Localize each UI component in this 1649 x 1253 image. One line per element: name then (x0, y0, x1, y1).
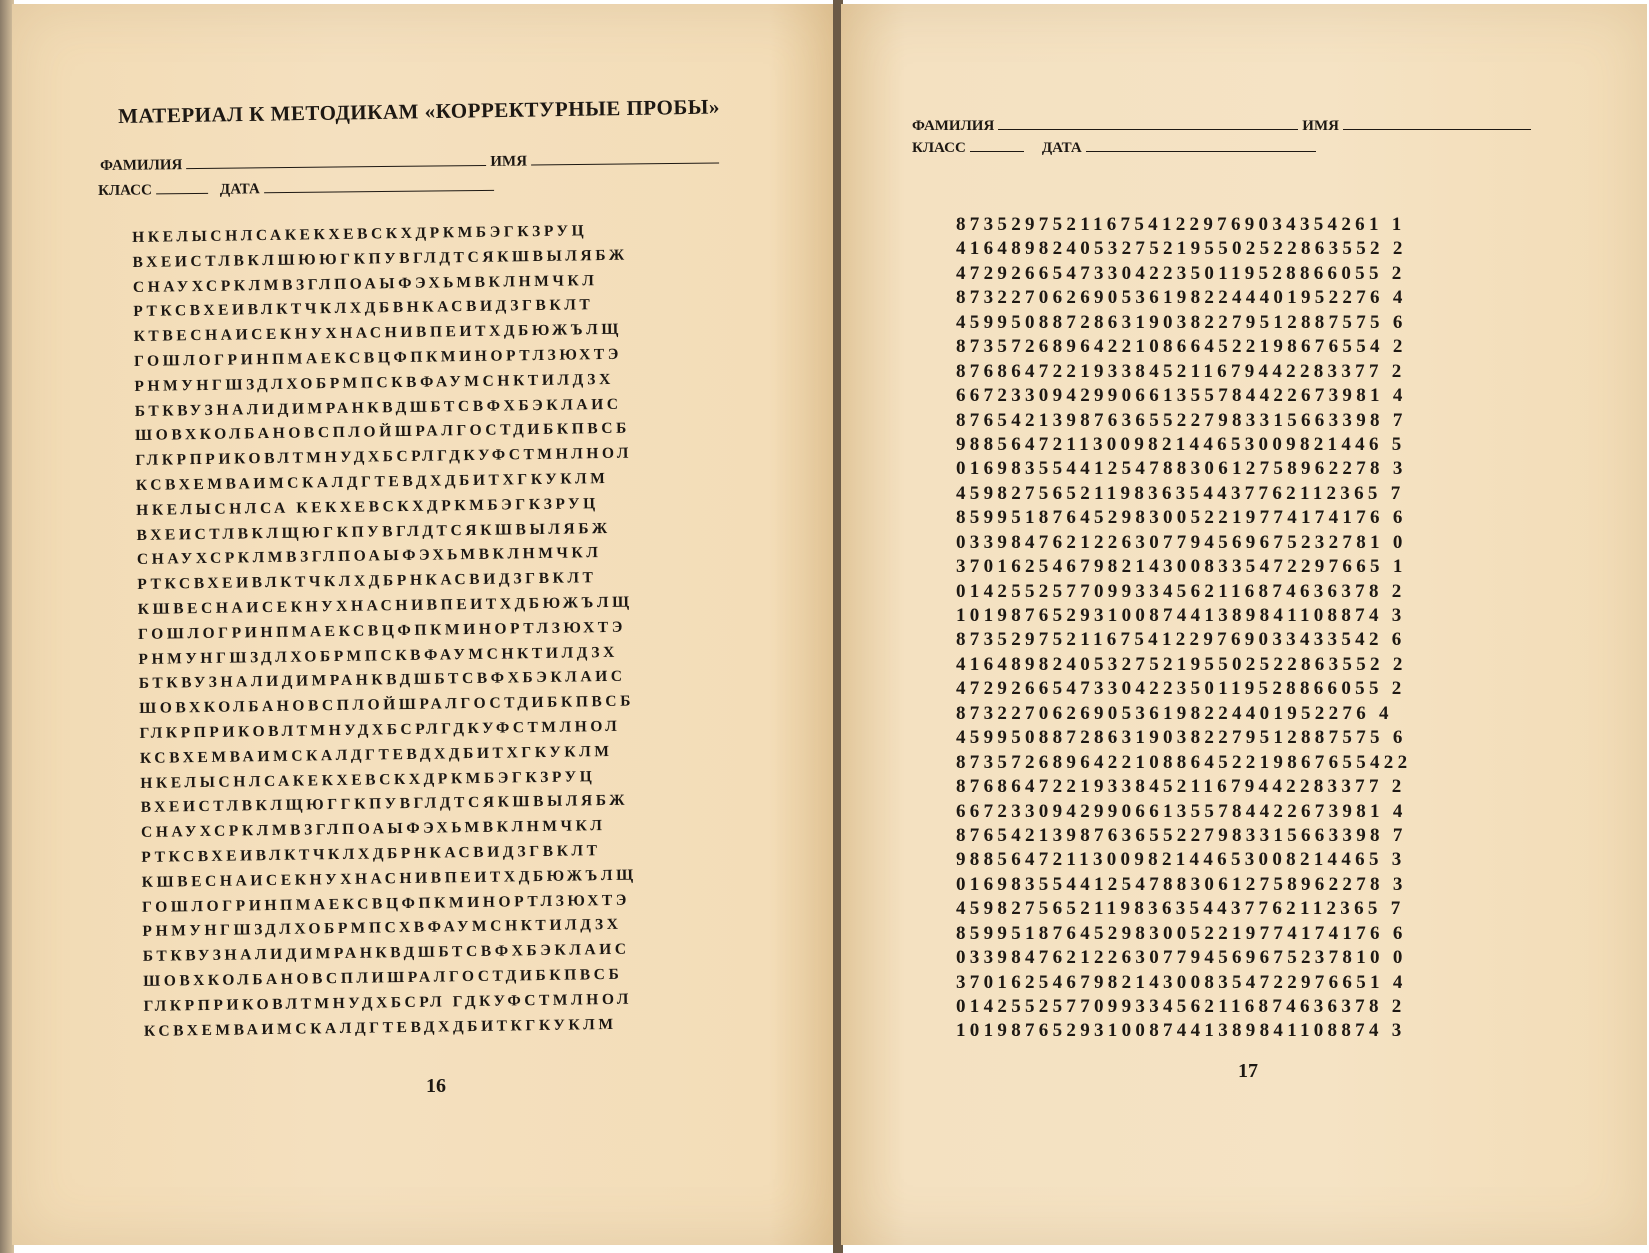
digit-row: 8765421398763655227983315663398 7 (956, 409, 1407, 431)
surname-field[interactable] (998, 128, 1298, 130)
letter-row: РНМУНГШЗДЛХОБРМПСХВФАУМСНКТИЛДЗХ (142, 916, 622, 941)
class-field[interactable] (970, 150, 1024, 152)
letter-row: БТКВУЗНАЛИДИМРАНКВДШБТСВФХБЭКЛАИС (142, 940, 630, 966)
letter-row: ГЛКРПРИКОВЛТМНУДХБСРЛГДКУФСТМЛНОЛ (139, 717, 621, 742)
digit-row: 0339847621226307794569675232781 0 (956, 531, 1407, 553)
digit-row: 8765421398763655227983315663398 7 (956, 824, 1407, 846)
digit-row: 4164898240532752195502522863552 2 (956, 238, 1407, 260)
letter-row: ВХЕИСТЛВКЛЩЮГКПУВГЛДТСЯКШВЫЛЯБЖ (136, 519, 611, 544)
surname-label: ФАМИЛИЯ (100, 157, 183, 174)
letter-row: РТКСВХЕИВЛКТЧКЛХДБВНКАСВИДЗГВКЛТ (133, 296, 594, 321)
digit-row: 8732270626905361982244401952276 4 (956, 287, 1407, 309)
letter-row: БТКВУЗНАЛИДИМРАНКВДШБТСВФХБЭКЛАИС (134, 395, 622, 420)
digit-row: 9885647211300982144653009821446 5 (956, 433, 1406, 455)
letter-row: КСВХЕМВАИМСКАЛДГТЕВДХДБИТКГКУКЛМ (143, 1015, 617, 1040)
letter-row: БТКВУЗНАЛИДИМРАНКВДШБТСВФХБЭКЛАИС (138, 668, 626, 693)
letter-row: КШВЕСНАИСЕКНУХНАСНИВПЕИТХДБЮЖЪЛЩ (137, 593, 633, 618)
digit-row: 4598275652119836354437762112365 7 (956, 482, 1405, 504)
letter-row: КСВХЕМВАИМСКАЛДГТЕВДХДБИТХГКУКЛМ (139, 742, 613, 767)
letter-row: ГЛКРПРИКОВЛТМНУДХБСРЛ ГДКУФСТМЛНОЛ (143, 990, 633, 1015)
letter-row: ГОШЛОГРИНПМАЕКСВЦФПКМИНОРТЛЗЮХТЭ (141, 891, 631, 916)
digit-row: 4599508872863190382279512887575 6 (956, 311, 1407, 333)
digit-row: 4729266547330422350119528866055 2 (956, 678, 1406, 700)
class-field[interactable] (156, 192, 208, 195)
letter-row: ГОШЛОГРИНПМАЕКСВЦФПКМИНОРТЛЗЮХТЭ (133, 345, 623, 370)
date-label: ДАТА (219, 181, 260, 198)
digit-row: 8599518764529830052219774174176 6 (956, 922, 1407, 944)
digit-row: 8735297521167541229769034354261 1 (956, 214, 1406, 235)
name-label: ИМЯ (490, 153, 528, 170)
page-number-right: 17 (1238, 1060, 1258, 1082)
digit-row: 8599518764529830052219774174176 6 (956, 507, 1407, 529)
name-field[interactable] (531, 162, 719, 166)
letter-row: НКЕЛЫСНЛСА КЕКХЕВСКХДРКМБЭГКЗРУЦ (136, 494, 599, 519)
digit-grid (956, 213, 1556, 1044)
digit-row: 4164898240532752195502522863552 2 (956, 653, 1407, 675)
letter-row: ВХЕИСТЛВКЛЩЮГГКПУВГЛДТСЯКШВЫЛЯБЖ (140, 792, 629, 817)
letter-row: РНМУНГШЗДЛХОБРМПСКВФАУМСНКТИЛДЗХ (138, 643, 618, 668)
letter-row: НКЕЛЫСНЛСАКЕКХЕВСКХДРКМБЭГКЗРУЦ (132, 222, 588, 246)
letter-row: РНМУНГШЗДЛХОБРМПСКВФАУМСНКТИЛДЗХ (134, 370, 614, 395)
digit-row: 0142552577099334562116874636378 2 (956, 580, 1406, 602)
digit-row: 3701625467982143008354722976651 4 (956, 971, 1407, 993)
digit-row: 0142552577099334562116874636378 2 (956, 996, 1406, 1017)
digit-row: 0169835544125478830612758962278 3 (956, 873, 1407, 895)
letter-grid (132, 217, 764, 1044)
digit-row: 0339847621226307794569675237810 0 (956, 947, 1407, 969)
digit-row: 873227062690536198224401952276 4 (956, 702, 1393, 724)
date-field[interactable] (1086, 150, 1316, 152)
surname-field[interactable] (186, 164, 486, 169)
digit-row: 8768647221933845211679442283377 2 (956, 776, 1406, 798)
letter-row: КСВХЕМВАИМСКАЛДГТЕВДХДБИТХГКУКЛМ (135, 469, 609, 494)
digit-row: 1019876529310087441389841108874 3 (956, 605, 1406, 626)
form-row-surname-name-right (912, 118, 1535, 135)
page-title: МАТЕРИАЛ К МЕТОДИКАМ «КОРРЕКТУРНЫЕ ПРОБЫ» (118, 94, 721, 128)
digit-row: 8768647221933845211679442283377 2 (956, 360, 1406, 382)
letter-row: ГОШЛОГРИНПМАЕКСВЦФПКМИНОРТЛЗЮХТЭ (137, 618, 627, 643)
digit-row: 8735297521167541229769033433542 6 (956, 629, 1406, 651)
digit-row: 4598275652119836354437762112365 7 (956, 898, 1405, 920)
digit-row: 8735726896422108664522198676554 2 (956, 336, 1407, 358)
letter-row: СНАУХСРКЛМВЗГЛПОАЫФЭХЬМВКЛНМЧКЛ (140, 817, 606, 842)
digit-row: 1019876529310087441389841108874 3 (956, 1020, 1406, 1042)
surname-label: ФАМИЛИЯ (912, 118, 995, 134)
letter-row: КТВЕСНАИСЕКНУХНАСНИВПЕИТХДБЮЖЪЛЩ (133, 320, 623, 346)
digit-row: 4729266547330422350119528866055 2 (956, 262, 1406, 284)
letter-row: ШОВХКОЛБАНОВСПЛИШРАЛГОСТДИБКПВСБ (143, 965, 623, 990)
page-number-left: 16 (426, 1075, 446, 1097)
digit-row: 9885647211300982144653008214465 3 (956, 849, 1406, 871)
letter-row: ШОВХКОЛБАНОВСПЛОЙШРАЛГОСТДИБКПВСБ (139, 692, 635, 718)
digit-row: 873572689642210886452219867655422 (956, 751, 1412, 773)
digit-row: 4599508872863190382279512887575 6 (956, 727, 1407, 749)
letter-row: РТКСВХЕИВЛКТЧКЛХДБРНКАСВИДЗГВКЛТ (137, 569, 597, 594)
name-label: ИМЯ (1302, 118, 1339, 134)
digit-row: 3701625467982143008335472297665 1 (956, 556, 1407, 578)
digit-row: 0169835544125478830612758962278 3 (956, 458, 1407, 480)
digit-row: 6672330942990661355784422673981 4 (956, 800, 1407, 822)
digit-row: 6672330942990661355784422673981 4 (956, 385, 1407, 407)
form-row-class-date-right (912, 140, 1320, 157)
letter-row: РТКСВХЕИВЛКТЧКЛХДБРНКАСВИДЗГВКЛТ (141, 842, 601, 866)
name-field[interactable] (1343, 128, 1531, 130)
letter-row: КШВЕСНАИСЕКНУХНАСНИВПЕИТХДБЮЖЪЛЩ (141, 866, 637, 891)
letter-row: СНАУХСРКЛМВЗГЛПОАЫФЭХЬМВКЛНМЧКЛ (136, 544, 602, 569)
letter-row: ГЛКРПРИКОВЛТМНУДХБСРЛГДКУФСТМНЛНОЛ (135, 444, 633, 470)
date-field[interactable] (264, 189, 494, 193)
letter-row: ШОВХКОЛБАНОВСПЛОЙШРАЛГОСТДИБКПВСБ (134, 420, 631, 445)
class-label: КЛАСС (912, 140, 966, 156)
letter-row: НКЕЛЫСНЛСАКЕКХЕВСКХДРКМБЭГКЗРУЦ (140, 767, 596, 792)
letter-row: ВХЕИСТЛВКЛШЮЮГКПУВГЛДТСЯКШВЫЛЯБЖ (132, 246, 628, 271)
date-label: ДАТА (1041, 140, 1082, 156)
letter-row: СНАУХСРКЛМВЗГЛПОАЫФЭХЬМВКЛНМЧКЛ (132, 271, 598, 296)
class-label: КЛАСС (98, 182, 152, 199)
